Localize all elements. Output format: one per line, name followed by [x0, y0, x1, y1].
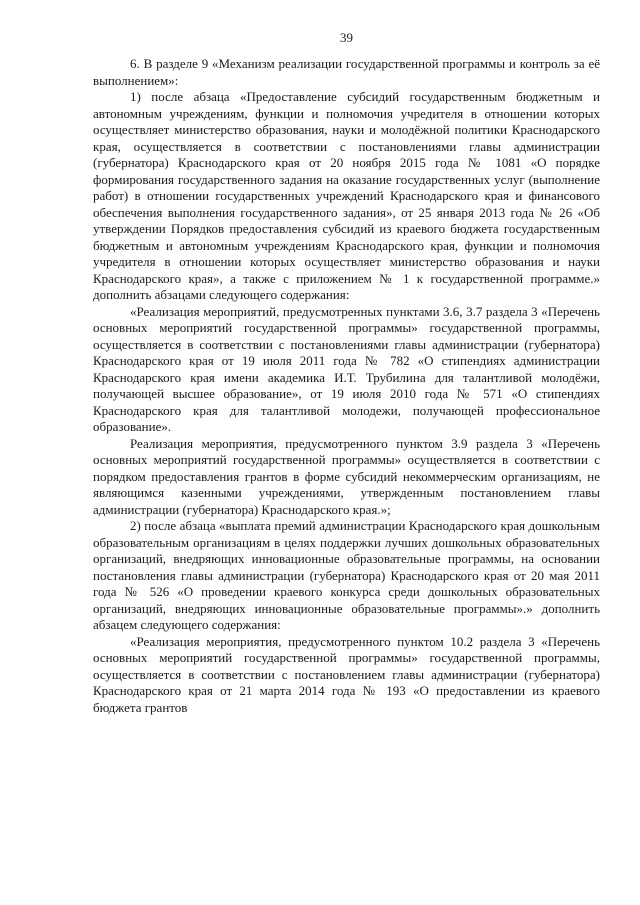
paragraph-item-1: 1) после абзаца «Предоставление субсидий государственным бюджетным и автономным учреждениям, функции и полномочия учредителя в отношении которых осуществляет министерство образования, науки и молодёжной политики Краснодарского края, осуществляется в соответствии с постановлениями главы администрации (губернатора) Краснодарского края от 20 ноября 2015 года № 1081 «О порядке формирования государственного задания на оказание государственных услуг (выполнение работ) в отношении государственных учреждений Краснодарского края и финансового обеспечения выполнения государственного задания», от 25 января 2013 года № 26 «Об утверждении Порядков предоставления субсидий из краевого бюджета государственным бюджетным и автономным учреждениям Краснодарского края, функции и полномочия учредителя в отношении которых осуществляет министерство образования и науки Краснодарского края», а также с приложением № 1 к государственной программе.» дополнить абзацами следующего содержания: — [93, 89, 600, 302]
paragraph-quote-3-9: Реализация мероприятия, предусмотренного пунктом 3.9 раздела 3 «Перечень основных мероприятий государственной программы» осуществляется в соответствии с порядком предоставления грантов в форме субсидий некоммерческим организациям, не являющимся казенными учреждениями, утвержденным постановлением главы администрации (губернатора) Краснодарского края.»; — [93, 435, 600, 517]
paragraph-quote-10-2: «Реализация мероприятия, предусмотренного пунктом 10.2 раздела 3 «Перечень основных мероприятий государственной программы» государственной программы, осуществляется в соответствии с постановлением главы администрации (губернатора) Краснодарского края от 21 марта 2014 года № 193 «О предоставлении из краевого бюджета грантов — [93, 633, 600, 715]
page-number: 39 — [340, 30, 353, 45]
paragraph-quote-3-6-3-7: «Реализация мероприятий, предусмотренных пунктами 3.6, 3.7 раздела 3 «Перечень основных мероприятий государственной программы» государственной программы, осуществляется в соответствии с постановлениями главы администрации (губернатора) Краснодарского края от 19 июля 2011 года № 782 «О стипендиях администрации Краснодарского края имени академика И.Т. Трубилина для талантливой молодёжи, получающей высшее образование», от 19 июля 2010 года № 571 «О стипендиях Краснодарского края для талантливой молодежи, получающей профессиональное образование». — [93, 303, 600, 434]
paragraph-item-2: 2) после абзаца «выплата премий администрации Краснодарского края дошкольным образовательным организациям в целях поддержки лучших дошкольных образовательных организаций, внедряющих инновационные образовательные программы, на основании постановления главы администрации (губернатора) Краснодарского края от 20 мая 2011 года № 526 «О проведении краевого конкурса среди дошкольных образовательных организаций, внедряющих инновационные образовательные программы».» дополнить абзацем следующего содержания: — [93, 518, 600, 632]
paragraph-section-9-heading: 6. В разделе 9 «Механизм реализации государственной программы и контроль за её выполнением»: — [93, 56, 600, 88]
